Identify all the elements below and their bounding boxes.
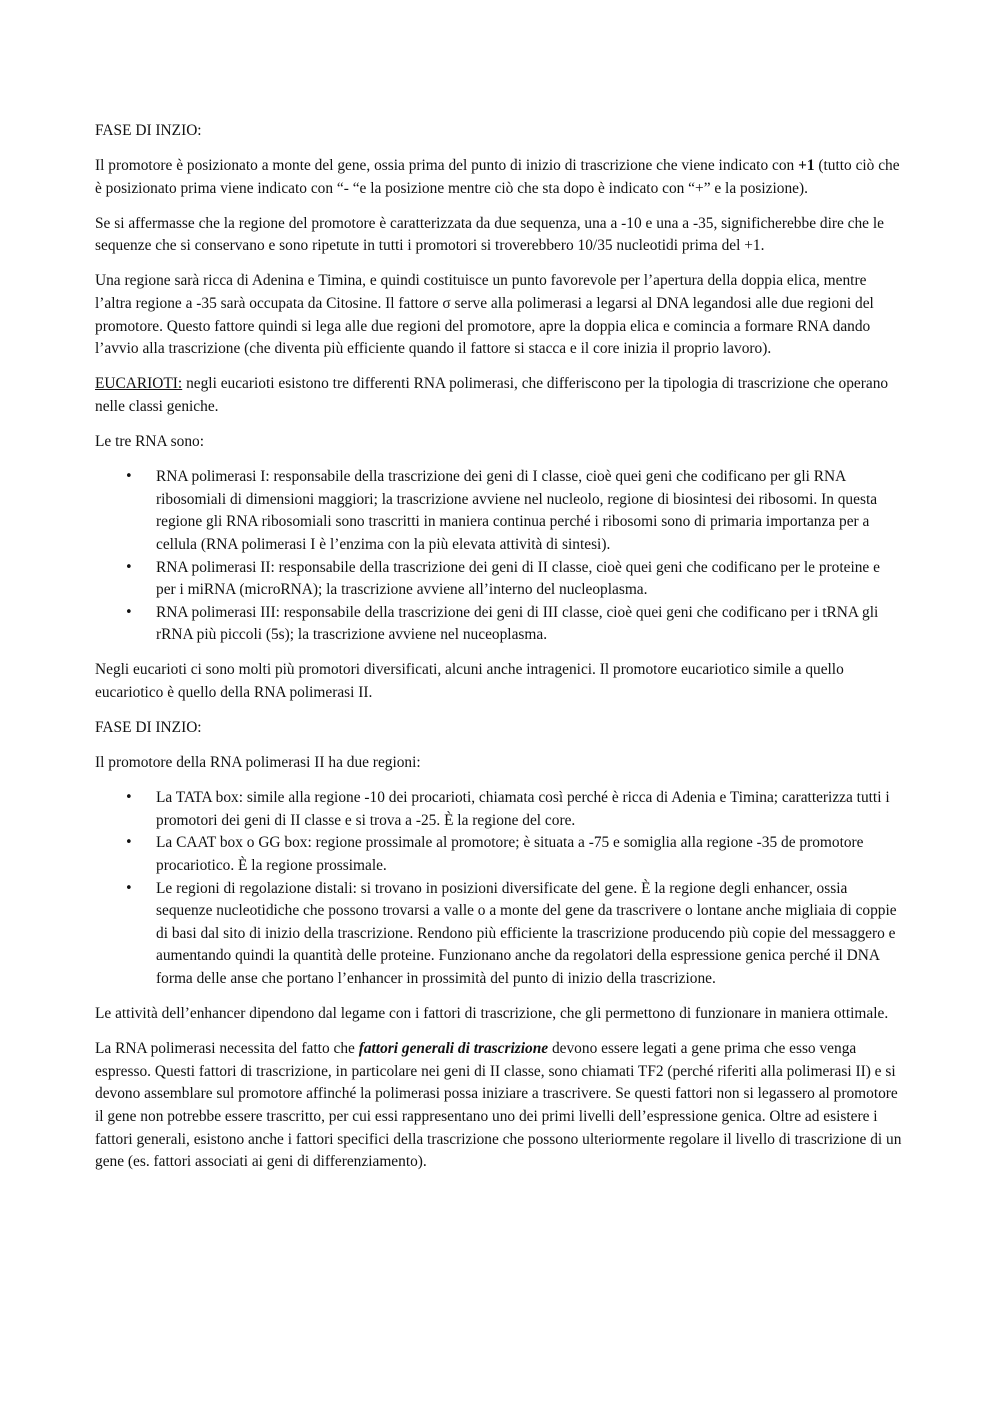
paragraph-text: La RNA polimerasi necessita del fatto che [95, 1040, 359, 1058]
bullet-list-polimerasi [95, 466, 902, 647]
list-item: • RNA polimerasi II: responsabile della trascrizione dei geni di II classe, cioè quei geni che codificano per le proteine e per i miRNA (microRNA); la trascrizione avviene all’interno del nucleoplasma. [156, 557, 902, 602]
paragraph-due-regioni: Il promotore della RNA polimerasi II ha due regioni: [95, 754, 421, 772]
bold-italic-term: fattori generali di trascrizione [358, 1040, 549, 1058]
paragraph-text: devono essere legati a gene prima che esso venga espresso. Questi fattori di trascrizione, in particolare nei geni di II classe, sono chiamati TF2 (perché riferiti alla polimerasi II) e si devono assemblare sul promotore affinché la polimerasi possa iniziare a trascrivere. Se questi fattori non si legassero al promotore il gene non potrebbe essere trascritto, per cui essi rappresentano uno dei primi livelli dell’espressione genica. Oltre ad esistere i fattori generali, esistono anche i fattori specifici della trascrizione che possono ulteriormente regolare il livello di trascrizione di un gene (es. fattori associati ai geni di differenziamento). [95, 1040, 902, 1171]
paragraph-enhancer: Le attività dell’enhancer dipendono dal legame con i fattori di trascrizione, che gli permettono di funzionare in maniera ottimale. [95, 1005, 889, 1023]
list-item: • RNA polimerasi III: responsabile della trascrizione dei geni di III classe, cioè quei geni che codificano per i tRNA gli rRNA più piccoli (5s); la trascrizione avviene nel nuceoplasma. [156, 602, 902, 647]
list-item: • Le regioni di regolazione distali: si trovano in posizioni diversificate del gene. È la regione degli enhancer, ossia sequenze nucleotidiche che possono trovarsi a valle o a monte del gene da trascrivere o lontane anche migliaia di coppie di basi dal sito di inizio della trascrizione. Rendono più efficiente la trascrizione producendo più copie del messaggero e aumentando quindi la quantità delle proteine. Funzionano anche da regolatori della espressione genica perché il DNA forma delle anse che portano l’enhancer in prossimità del punto di inizio della trascrizione. [156, 878, 902, 991]
paragraph-eucarioti [95, 373, 902, 418]
bold-term: +1 [798, 157, 815, 175]
list-item: • La CAAT box o GG box: regione prossimale al promotore; è situata a -75 e somiglia alla regione -35 de promotore procariotico. È la regione prossimale. [156, 832, 902, 877]
paragraph-promotori-diversificati: Negli eucarioti ci sono molti più promotori diversificati, alcuni anche intragenici. Il promotore eucariotico simile a quello eucariotico è quello della RNA polimerasi II. [95, 661, 844, 701]
paragraph-text: (tutto ciò che è posizionato prima viene indicato con “- “e la posizione mentre ciò che sta dopo è indicato con “+” e la posizione). [95, 157, 900, 197]
list-item: • RNA polimerasi I: responsabile della trascrizione dei geni di I classe, cioè quei geni che codificano per gli RNA ribosomiali di dimensioni maggiori; la trascrizione avviene nel nucleolo, regione di biosintesi dei ribosomi. In questa regione gli RNA ribosomiali sono trascritti in maniera continua perché i ribosomi sono di primaria importanza per a cellula (RNA polimerasi I è l’enzima con la più elevata attività di sintesi). [156, 466, 902, 556]
list-item: • La TATA box: simile alla regione -10 dei procarioti, chiamata così perché è ricca di Adenia e Timina; caratterizza tutti i promotori dei geni di II classe e si trova a -25. È la regione del core. [156, 787, 902, 832]
paragraph-text: Il promotore è posizionato a monte del gene, ossia prima del punto di inizio di trascrizione che viene indicato con [95, 157, 799, 175]
bullet-list-regioni [95, 787, 902, 990]
section-heading-1: FASE DI INZIO: [95, 122, 202, 139]
section-heading-2: FASE DI INZIO: [95, 719, 202, 737]
paragraph-tre-rna: Le tre RNA sono: [95, 433, 205, 451]
paragraph-text: negli eucarioti esistono tre differenti RNA polimerasi, che differiscono per la tipologia di trascrizione che operano nelle classi geniche. [95, 375, 889, 415]
underlined-term: EUCARIOTI: [95, 375, 183, 393]
paragraph-promotore [95, 155, 902, 200]
paragraph-fattori-generali [95, 1038, 902, 1174]
paragraph-sequenze: Se si affermasse che la regione del promotore è caratterizzata da due sequenza, una a -10 e una a -35, significherebbe dire che le sequenze che si conservano e sono ripetute in tutti i promotori si troverebbero 10/35 nucleotidi prima del +1. [95, 214, 884, 255]
paragraph-fattore-sigma: Una regione sarà ricca di Adenina e Timina, e quindi costituisce un punto favorevole per l’apertura della doppia elica, mentre l’altra regione a -35 sarà occupata da Citosine. Il fattore σ serve alla polimerasi a legarsi al DNA legandosi alle due regioni del promotore. Questo fattore quindi si lega alle due regioni del promotore, apre la doppia elica e comincia a formare RNA dando l’avvio alla trascrizione (che diventa più efficiente quando il fattore si stacca e il core inizia il proprio lavoro). [95, 272, 874, 358]
